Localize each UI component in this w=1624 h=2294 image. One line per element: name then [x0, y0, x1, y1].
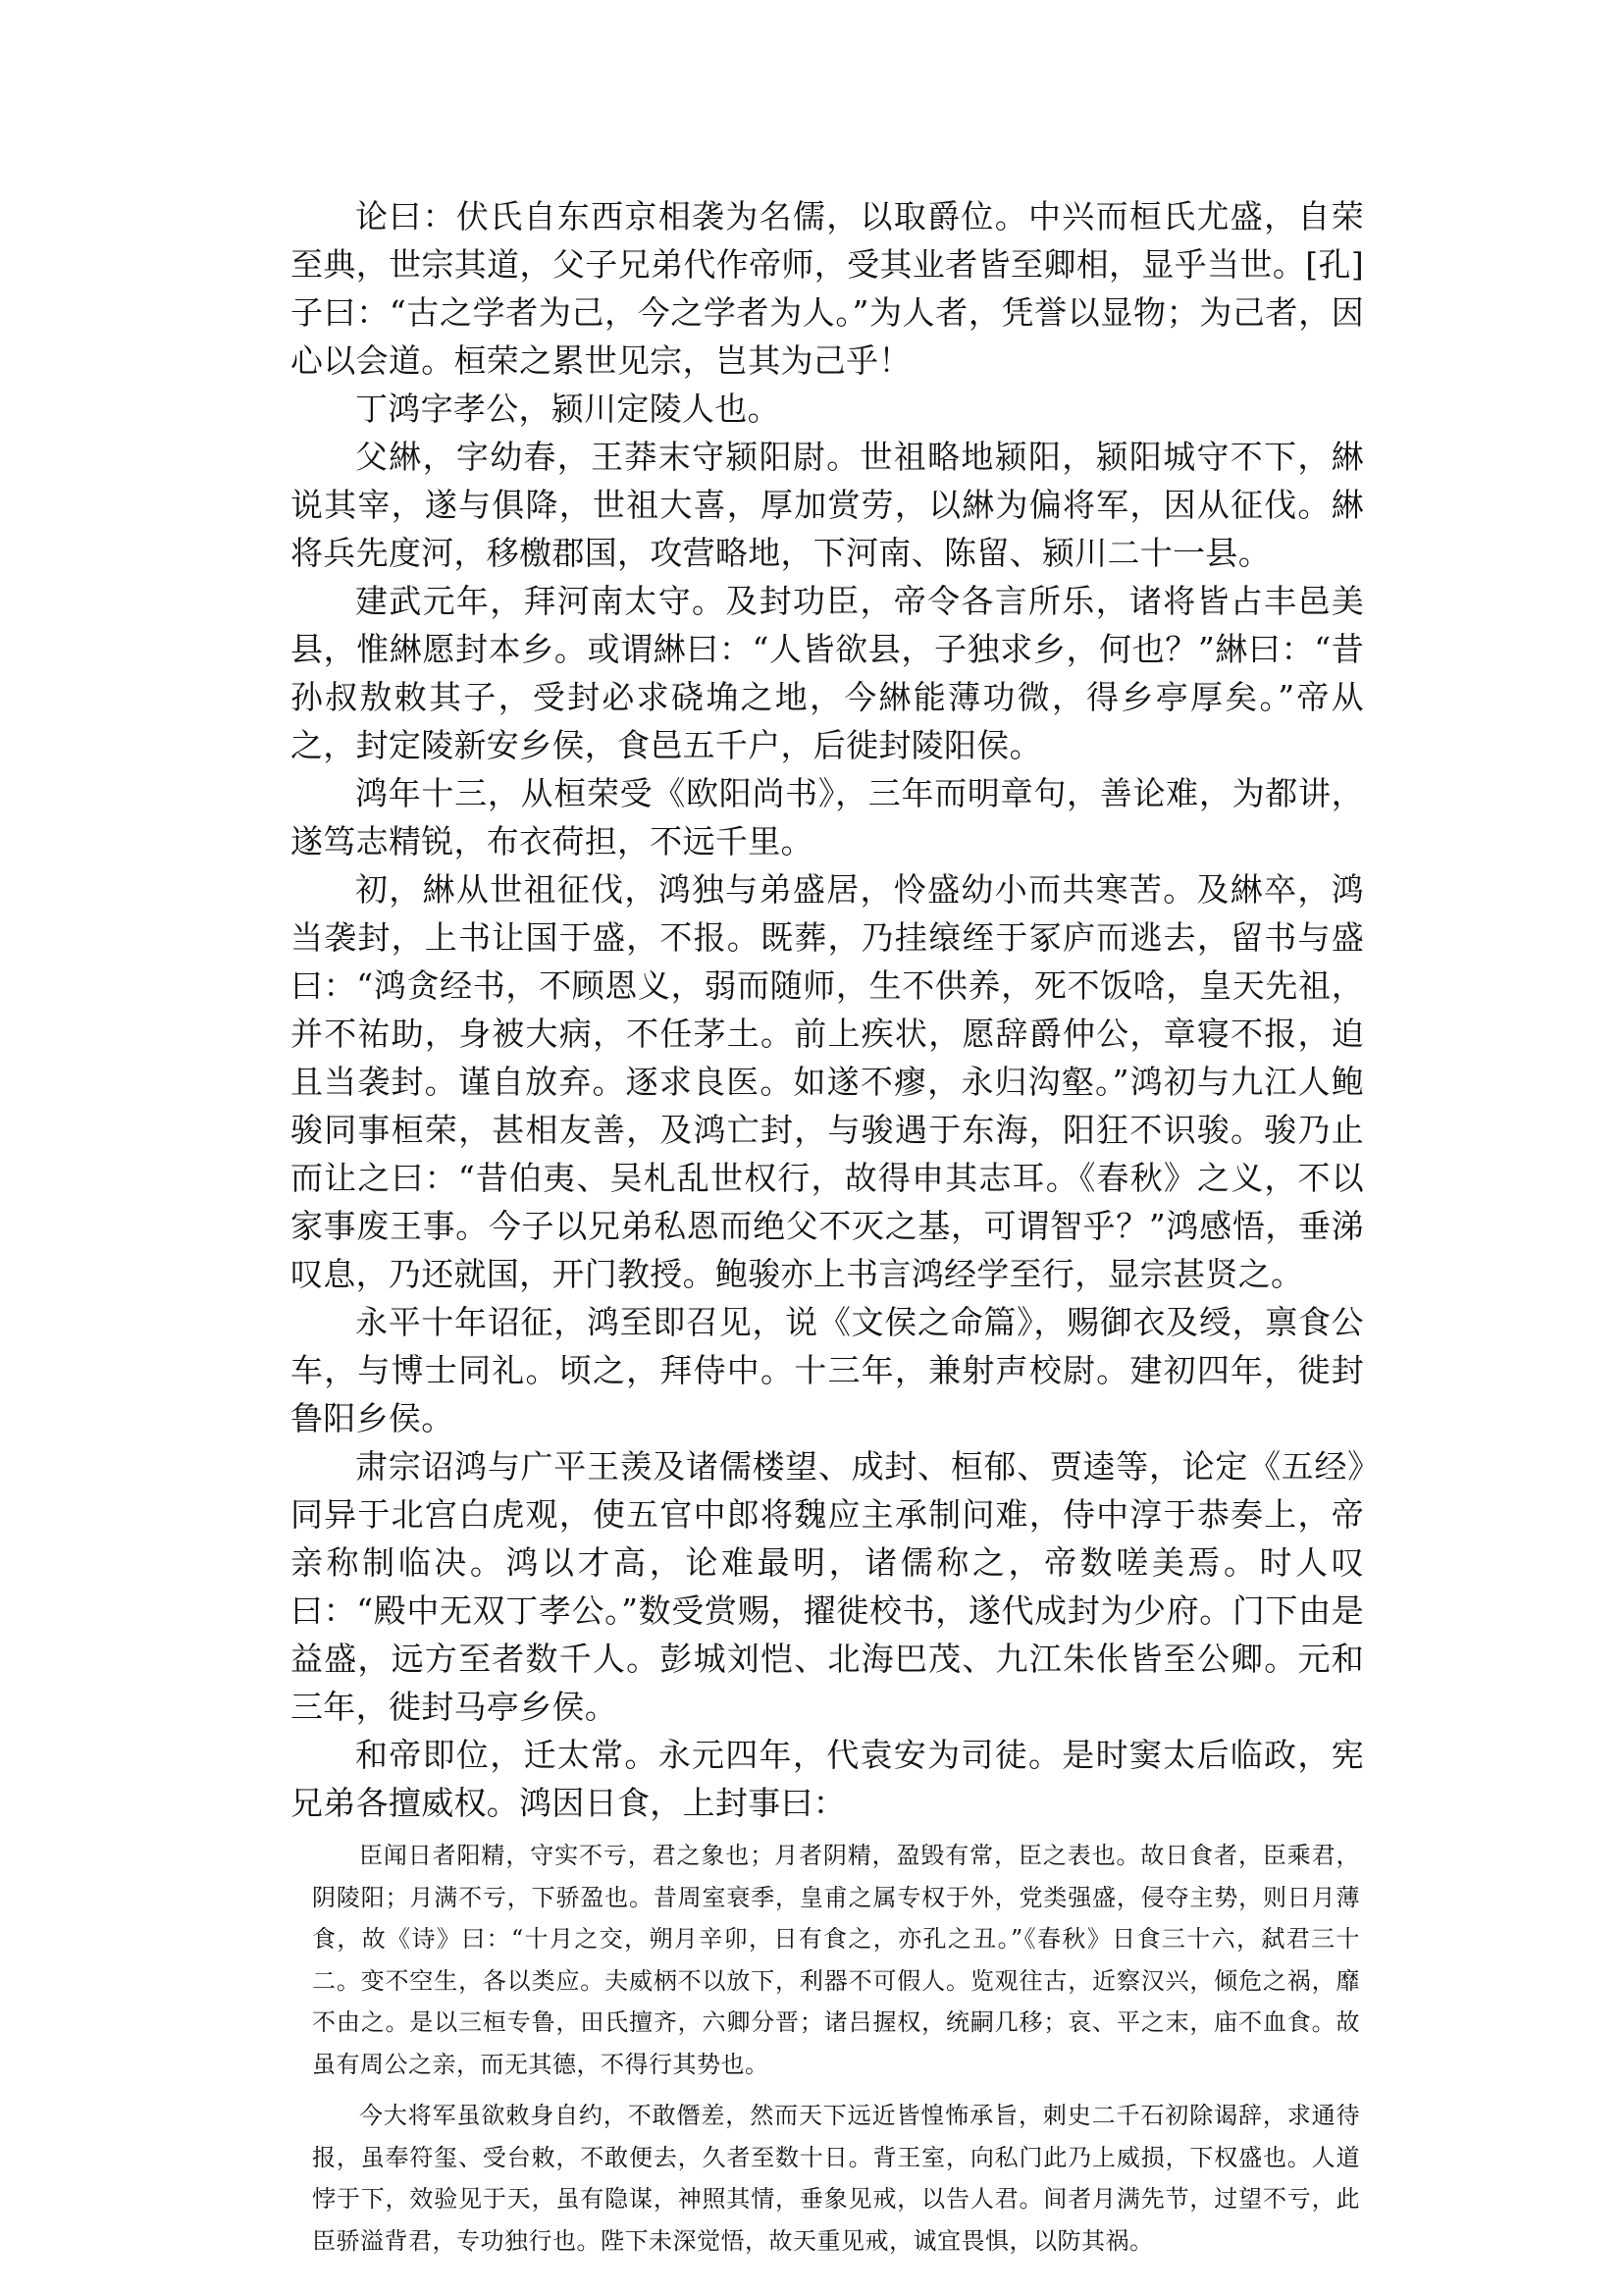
memorial-quote-block	[290, 1835, 1364, 2262]
paragraph-ding-hong-intro: 丁鸿字孝公，颍川定陵人也。	[355, 390, 780, 428]
paragraph-father-lin: 父綝，字幼春，王莽末守颍阳尉。世祖略地颍阳，颍阳城守不下，綝说其宰，遂与俱降，世祖大喜，厚加赏劳，以綝为偏将军，因从征伐。綝将兵先度河，移檄郡国，攻营略地，下河南、陈留、颍川二十一县。	[290, 438, 1364, 572]
quote-paragraph: 今大将军虽欲敕身自约，不敢僭差，然而天下远近皆惶怖承旨，刺史二千石初除谒辞，求通待报，虽奉符玺、受台敕，不敢便去，久者至数十日。背王室，向私门此乃上威损，下权盛也。人道悖于下，效验见于天，虽有隐谋，神照其情，垂象见戒，以告人君。间者月满先节，过望不亏，此臣骄溢背君，专功独行也。陛下未深觉悟，故天重见戒，诚宜畏惧，以防其祸。	[312, 2102, 1360, 2255]
paragraph-hedi: 和帝即位，迁太常。永元四年，代袁安为司徒。是时窦太后临政，宪兄弟各擅威权。鸿因日食，上封事曰：	[290, 1736, 1364, 1822]
paragraph-early-years: 初，綝从世祖征伐，鸿独与弟盛居，怜盛幼小而共寒苦。及綝卒，鸿当袭封，上书让国于盛，不报。既葬，乃挂缞绖于冢庐而逃去，留书与盛曰：“鸿贪经书，不顾恩义，弱而随师，生不供养，死不饭唅，皇天先祖，并不祐助，身被大病，不任茅土。前上疾状，愿辞爵仲公，章寝不报，迫且当袭封。谨自放弃。逐求良医。如遂不瘳，永归沟壑。”鸿初与九江人鲍骏同事桓荣，甚相友善，及鸿亡封，与骏遇于东海，阳狂不识骏。骏乃止而让之曰：“昔伯夷、吴札乱世权行，故得申其志耳。《春秋》之义，不以家事废王事。今子以兄弟私恩而绝父不灭之基，可谓智乎？”鸿感悟，垂涕叹息，乃还就国，开门教授。鲍骏亦上书言鸿经学至行，显宗甚贤之。	[290, 870, 1364, 1293]
paragraph-jianwu: 建武元年，拜河南太守。及封功臣，帝令各言所乐，诸将皆占丰邑美县，惟綝愿封本乡。或谓綝曰：“人皆欲县，子独求乡，何也？”綝曰：“昔孙叔敖敕其子，受封必求硗埆之地，今綝能薄功微，得乡亭厚矣。”帝从之，封定陵新安乡侯，食邑五千户，后徙封陵阳侯。	[290, 582, 1364, 764]
paragraph-hong-age-thirteen: 鸿年十三，从桓荣受《欧阳尚书》，三年而明章句，善论难，为都讲，遂笃志精锐，布衣荷担，不远千里。	[290, 774, 1364, 860]
paragraph-yongping: 永平十年诏征，鸿至即召见，说《文侯之命篇》，赐御衣及绶，禀食公车，与博士同礼。顷之，拜侍中。十三年，兼射声校尉。建初四年，徙封鲁阳乡侯。	[290, 1303, 1364, 1437]
document-page	[290, 192, 1364, 2262]
paragraph-lun-yue: 论曰：伏氏自东西京相袭为名儒，以取爵位。中兴而桓氏尤盛，自荣至典，世宗其道，父子兄弟代作帝师，受其业者皆至卿相，显乎当世。[孔]子曰：“古之学者为己，今之学者为人。”为人者，凭誉以显物；为己者，因心以会道。桓荣之累世见宗，岂其为己乎！	[290, 197, 1364, 380]
paragraph-suzong: 肃宗诏鸿与广平王羡及诸儒楼望、成封、桓郁、贾逵等，论定《五经》同异于北宫白虎观，使五官中郎将魏应主承制问难，侍中淳于恭奏上，帝亲称制临决。鸿以才高，论难最明，诸儒称之，帝数嗟美焉。时人叹曰：“殿中无双丁孝公。”数受赏赐，擢徙校书，遂代成封为少府。门下由是益盛，远方至者数千人。彭城刘恺、北海巴茂、九江朱伥皆至公卿。元和三年，徙封马亭乡侯。	[290, 1447, 1364, 1726]
quote-paragraph: 臣闻日者阳精，守实不亏，君之象也；月者阴精，盈毁有常，臣之表也。故日食者，臣乘君，阴陵阳；月满不亏，下骄盈也。昔周室衰季，皇甫之属专权于外，党类强盛，侵夺主势，则日月薄食，故《诗》曰：“十月之交，朔月辛卯，日有食之，亦孔之丑。”《春秋》日食三十六，弑君三十二。变不空生，各以类应。夫威柄不以放下，利器不可假人。览观往古，近察汉兴，倾危之祸，靡不由之。是以三桓专鲁，田氏擅齐，六卿分晋；诸吕握权，统嗣几移；哀、平之末，庙不血食。故虽有周公之亲，而无其德，不得行其势也。	[312, 1842, 1360, 2078]
